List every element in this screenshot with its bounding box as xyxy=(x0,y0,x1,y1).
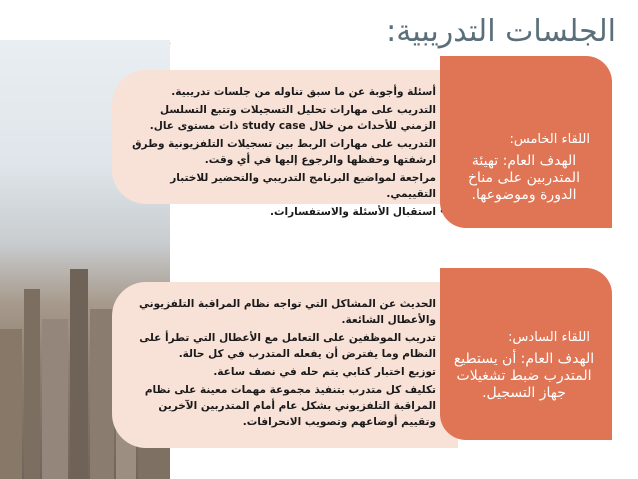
session-6-meeting-label: اللقاء السادس: xyxy=(508,330,590,345)
list-item: • التدريب على مهارات تحليل التسجيلات وتتبع التسلسل الزمني للأحداث من خلال study case ذات مستوى عال. xyxy=(126,102,446,134)
list-item: • الحديث عن المشاكل التي تواجه نظام المراقبة التلفزيوني والأعطال الشائعة. xyxy=(126,296,446,328)
session-6-topics-panel xyxy=(112,282,458,448)
session-6-goal: الهدف العام: أن يستطيع المتدرب ضبط تشغيلات جهاز التسجيل. xyxy=(453,351,595,401)
session-5-topics-panel xyxy=(112,70,458,218)
session-5-meeting-label: اللقاء الخامس: xyxy=(509,132,590,147)
session-5-card xyxy=(440,56,612,228)
list-item: • أسئلة وأجوبة عن ما سبق تناوله من جلسات تدريبية. xyxy=(126,84,446,100)
session-6-card xyxy=(440,268,612,440)
list-item: • مراجعة لمواضيع البرنامج التدريبي والتحضير للاختبار التقييمي. xyxy=(126,170,446,202)
page-title: الجلسات التدريبية: xyxy=(386,14,616,49)
list-item: • استقبال الأسئلة والاستفسارات. xyxy=(126,204,446,220)
list-item: • التدريب على مهارات الربط بين تسجيلات التلفزيونية وطرق ارشفتها وحفظها والرجوع إليها في أي وقت. xyxy=(126,136,446,168)
list-item: • تدريب الموظفين على التعامل مع الأعطال التي تطرأ على النظام وما يفترض أن يفعله المتدرب في كل حالة. xyxy=(126,330,446,362)
list-item: • تكليف كل متدرب بتنفيذ مجموعة مهمات معينة على نظام المراقبة التلفزيوني بشكل عام أمام المتدربين الآخرين وتقييم أوضاعهم وتصويب الانحرافات. xyxy=(126,382,446,430)
list-item: • توزيع اختبار كتابي يتم حله في نصف ساعة. xyxy=(126,364,446,380)
session-5-goal: الهدف العام: تهيئة المتدربين على مناخ الدورة وموضوعها. xyxy=(468,153,580,203)
